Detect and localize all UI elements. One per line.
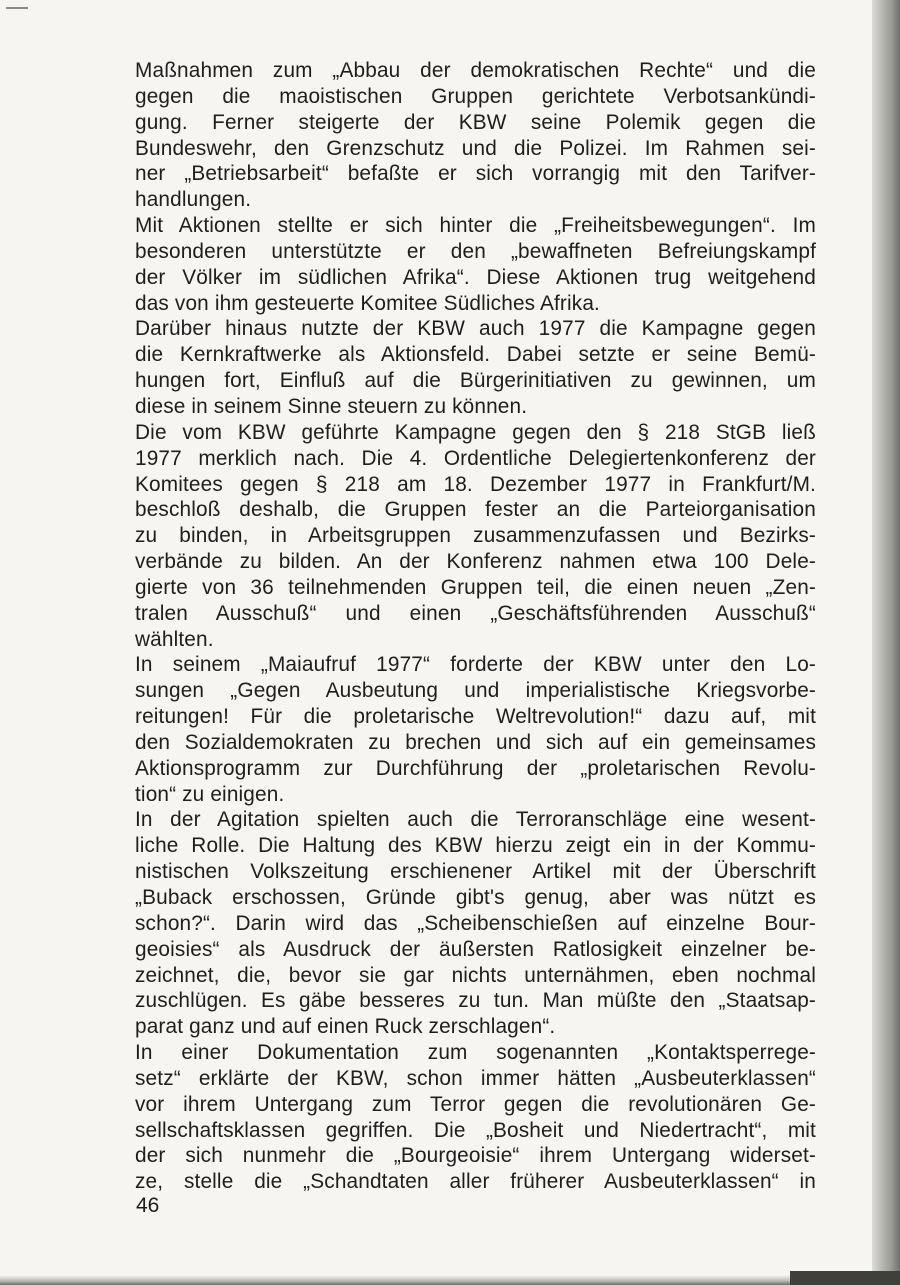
scan-mark <box>6 7 28 9</box>
text-line: verbände zu bilden. An der Konferenz nahmen etwa 100 Dele- <box>135 550 816 574</box>
text-line: tion“ zu einigen. <box>135 782 285 806</box>
text-line: gierte von 36 teilnehmenden Gruppen teil, die einen neuen „Zen- <box>135 575 816 599</box>
text-line: Maßnahmen zum „Abbau der demokratischen Rechte“ und die <box>135 59 816 82</box>
body-text <box>135 58 816 1195</box>
text-line: Die vom KBW geführte Kampagne gegen den § 218 StGB ließ <box>135 420 816 444</box>
text-line: gung. Ferner steigerte der KBW seine Polemik gegen die <box>135 110 816 134</box>
text-line: ner „Betriebsarbeit“ befaßte er sich vorrangig mit den Tarifver- <box>135 162 816 186</box>
page-corner-shadow <box>790 1271 900 1285</box>
text-line: schon?“. Darin wird das „Scheibenschießen auf einzelne Bour- <box>135 911 816 935</box>
text-line: tralen Ausschuß“ und einen „Geschäftsführenden Ausschuß“ <box>135 601 816 625</box>
page-edge-shadow <box>872 0 900 1285</box>
text-line: liche Rolle. Die Haltung des KBW hierzu zeigt ein in der Kommu- <box>135 834 816 858</box>
text-line: vor ihrem Untergang zum Terror gegen die revolutionären Ge- <box>135 1092 816 1116</box>
page-number: 46 <box>136 1194 160 1217</box>
text-line: In der Agitation spielten auch die Terroranschläge eine wesent- <box>135 808 816 832</box>
text-line: Komitees gegen § 218 am 18. Dezember 1977 in Frankfurt/M. <box>135 472 816 496</box>
text-line: ze, stelle die „Schandtaten aller früherer Ausbeuterklassen“ in <box>135 1170 816 1194</box>
text-line: der Völker im südlichen Afrika“. Diese Aktionen trug weitgehend <box>135 265 816 289</box>
text-line: nistischen Volkszeitung erschienener Artikel mit der Überschrift <box>135 860 816 884</box>
text-line: gegen die maoistischen Gruppen gerichtete Verbotsankündi- <box>135 84 816 108</box>
text-line: Bundeswehr, den Grenzschutz und die Polizei. Im Rahmen sei- <box>135 136 816 160</box>
text-line: den Sozialdemokraten zu brechen und sich auf ein gemeinsames <box>135 730 816 754</box>
text-line: das von ihm gesteuerte Komitee Südliches Afrika. <box>135 291 600 315</box>
text-line: „Buback erschossen, Gründe gibt's genug, aber was nützt es <box>135 886 816 909</box>
text-line: Aktionsprogramm zur Durchführung der „proletarischen Revolu- <box>135 756 816 780</box>
text-line: In einer Dokumentation zum sogenannten „Kontaktsperrege- <box>135 1041 816 1065</box>
text-line: Mit Aktionen stellte er sich hinter die „Freiheitsbewegungen“. Im <box>135 214 816 238</box>
text-line: Darüber hinaus nutzte der KBW auch 1977 die Kampagne gegen <box>135 317 816 341</box>
text-line: reitungen! Für die proletarische Weltrevolution!“ dazu auf, mit <box>135 705 816 729</box>
text-line: zeichnet, die, bevor sie gar nichts unternähmen, eben nochmal <box>135 963 816 987</box>
text-line: hungen fort, Einfluß auf die Bürgerinitiativen zu gewinnen, um <box>135 369 816 393</box>
text-line: der sich nunmehr die „Bourgeoisie“ ihrem Untergang widerset- <box>135 1144 816 1168</box>
text-line: setz“ erklärte der KBW, schon immer hätten „Ausbeuterklassen“ <box>135 1066 816 1090</box>
text-line: zuschlügen. Es gäbe besseres zu tun. Man müßte den „Staatsap- <box>135 989 816 1013</box>
text-line: parat ganz und auf einen Ruck zerschlagen“. <box>135 1015 556 1039</box>
text-line: beschloß deshalb, die Gruppen fester an die Parteiorganisation <box>135 498 816 522</box>
text-line: handlungen. <box>135 188 252 212</box>
text-line: sungen „Gegen Ausbeutung und imperialistische Kriegsvorbe- <box>135 679 816 703</box>
text-line: diese in seinem Sinne steuern zu können. <box>135 394 528 418</box>
text-line: geoisies“ als Ausdruck der äußersten Ratlosigkeit einzelner be- <box>135 937 816 961</box>
text-line: die Kernkraftwerke als Aktionsfeld. Dabei setzte er seine Bemü- <box>135 343 816 367</box>
text-line: sellschaftsklassen gegriffen. Die „Bosheit und Niedertracht“, mit <box>135 1118 816 1142</box>
text-line: besonderen unterstützte er den „bewaffneten Befreiungskampf <box>135 239 816 263</box>
text-line: 1977 merklich nach. Die 4. Ordentliche Delegiertenkonferenz der <box>135 446 816 470</box>
text-line: wählten. <box>135 627 214 651</box>
text-line: zu binden, in Arbeitsgruppen zusammenzufassen und Bezirks- <box>135 524 816 548</box>
text-line: In seinem „Maiaufruf 1977“ forderte der KBW unter den Lo- <box>135 653 816 677</box>
page-bottom-edge <box>0 1275 872 1285</box>
